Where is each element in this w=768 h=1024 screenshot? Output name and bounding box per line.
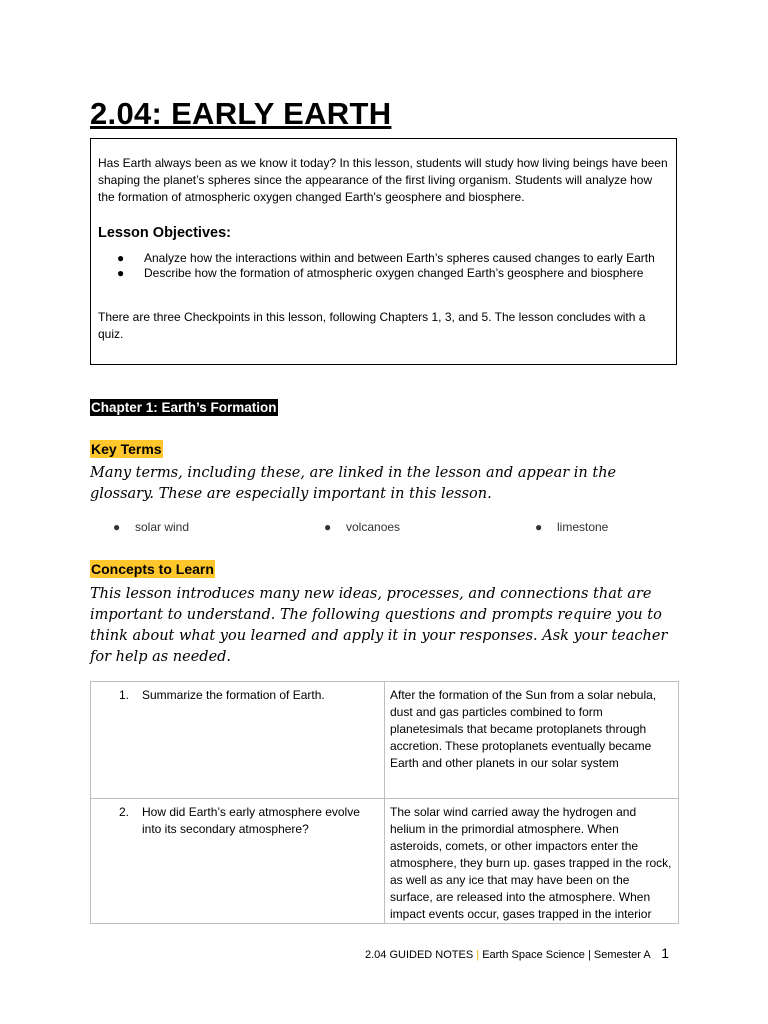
page-footer [365, 945, 669, 961]
question-cell [91, 682, 385, 799]
key-terms-description: Many terms, including these, are linked in the lesson and appear in the glossary. These are especially important in this lesson. [90, 465, 617, 502]
question-number: 2. [119, 805, 130, 819]
key-term-item [113, 520, 189, 534]
objective-text: Describe how the formation of atmospheric oxygen changed Earth’s geosphere and biosphere [144, 266, 644, 280]
bullet-icon: ● [113, 520, 121, 534]
question-number: 1. [119, 688, 130, 702]
key-terms-heading: Key Terms [91, 441, 162, 457]
table-row [91, 799, 679, 924]
table-row [91, 682, 679, 799]
bullet-icon: ● [117, 251, 125, 265]
bullet-icon: ● [535, 520, 543, 534]
key-term-item [324, 520, 400, 534]
page-title: 2.04: EARLY EARTH [90, 96, 392, 131]
page-number: 1 [661, 945, 669, 961]
bullet-icon: ● [324, 520, 332, 534]
question-cell [91, 799, 385, 924]
concepts-description: This lesson introduces many new ideas, processes, and connections that are important to understand. The following questions and prompts require you to think about what you learned and apply it in your responses. Ask your teacher for help as needed. [90, 586, 668, 665]
objective-text: Analyze how the interactions within and between Earth’s spheres caused changes to early Earth [144, 251, 655, 265]
key-term-label: limestone [557, 520, 609, 534]
checkpoints-text: There are three Checkpoints in this lesson, following Chapters 1, 3, and 5. The lesson concludes with a quiz. [98, 310, 646, 341]
objective-item [113, 251, 668, 265]
key-term-label: solar wind [135, 520, 190, 534]
objective-item [113, 266, 668, 280]
questions-table [90, 681, 679, 924]
lesson-objectives-heading: Lesson Objectives: [98, 225, 231, 241]
bullet-icon: ● [117, 266, 125, 280]
key-term-label: volcanoes [346, 520, 401, 534]
answer-text: After the formation of the Sun from a solar nebula, dust and gas particles combined to form planetesimals that became protoplanets through accretion. These protoplanets eventually became Earth and other planets in our solar system [390, 688, 657, 770]
question-text: Summarize the formation of Earth. [142, 688, 325, 702]
footer-course-label: Earth Space Science | Semester A [482, 949, 651, 961]
lesson-objectives-list [113, 251, 668, 280]
answer-cell[interactable] [385, 799, 679, 924]
chapter-1-heading: Chapter 1: Earth’s Formation [91, 400, 277, 415]
answer-cell[interactable] [385, 682, 679, 799]
key-term-item [535, 520, 608, 534]
question-text: How did Earth’s early atmosphere evolve into its secondary atmosphere? [142, 805, 360, 836]
footer-doc-label: 2.04 GUIDED NOTES [365, 949, 474, 961]
answer-text: The solar wind carried away the hydrogen and helium in the primordial atmosphere. When asteroids, comets, or other impactors enter the atmosphere, they burn up. gases trapped in the rock, as well as any ice that may have been on the surface, are released into the atmosphere. When impact events occur, gases trapped in the interior [390, 805, 672, 921]
lesson-overview-box [90, 138, 677, 365]
footer-separator: | [476, 949, 480, 961]
lesson-intro-text: Has Earth always been as we know it today? In this lesson, students will study how living beings have been shaping the planet’s spheres since the appearance of the first living organism. Students will analyze how the formation of atmospheric oxygen changed Earth's geosphere and biosphere. [98, 156, 668, 204]
concepts-heading: Concepts to Learn [91, 561, 214, 577]
